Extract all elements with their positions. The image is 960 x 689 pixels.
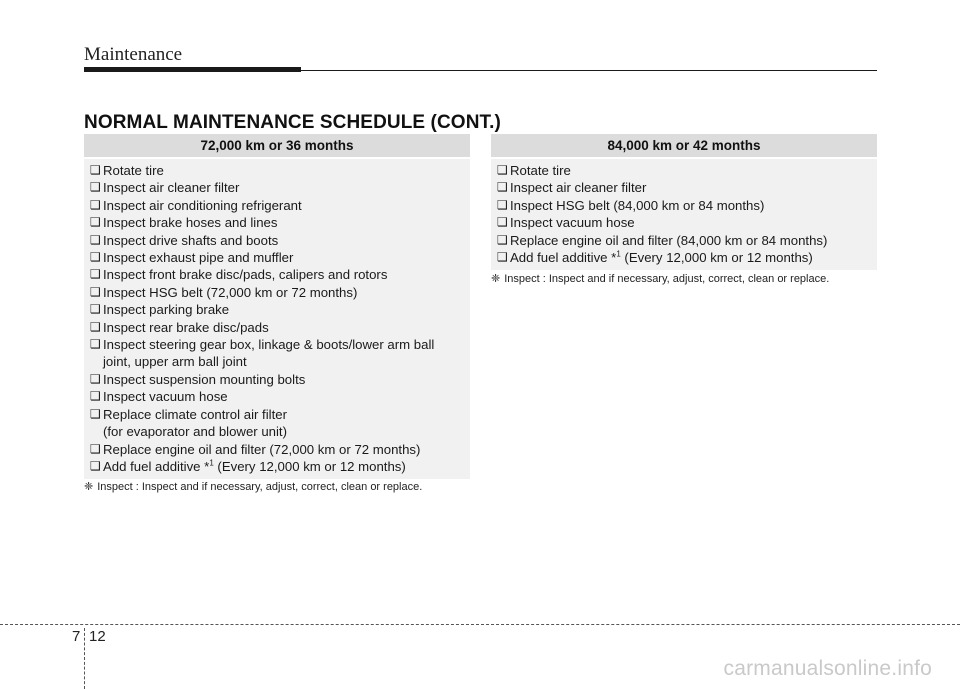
checklist-item: ❑ Rotate tire: [90, 163, 164, 178]
checkbox-icon: ❑: [497, 232, 508, 247]
checklist-item: ❑ Inspect brake hoses and lines: [90, 215, 278, 231]
checklist-item-fuel-additive: ❑ Add fuel additive *$^1$ (Every 12,000 km or 12 months): [497, 249, 813, 266]
footnote-symbol-icon: ❈: [491, 273, 501, 285]
checklist-item: ❑ Inspect vacuum hose: [90, 389, 228, 405]
checklist-item: ❑ Inspect air cleaner filter: [90, 180, 240, 196]
checkbox-icon: ❑: [497, 180, 508, 195]
checkbox-icon: ❑: [90, 458, 101, 473]
checklist: [84, 157, 470, 479]
checkbox-icon: ❑: [90, 337, 101, 352]
checkbox-icon: ❑: [90, 180, 101, 195]
checkbox-icon: ❑: [90, 215, 101, 230]
inspect-footnote: ❈ Inspect : Inspect and if necessary, adjust, correct, clean or replace.: [84, 481, 423, 493]
checkbox-icon: ❑: [90, 302, 101, 317]
watermark: carmanualsonline.info: [723, 657, 932, 680]
checkbox-icon: ❑: [90, 284, 101, 299]
checklist-item: ❑ Rotate tire: [497, 163, 571, 178]
checkbox-icon: ❑: [90, 163, 101, 177]
checkbox-icon: ❑: [90, 250, 101, 265]
checklist-item-fuel-additive: ❑ Add fuel additive *$^1$ (Every 12,000 km or 12 months): [90, 458, 406, 474]
checkbox-icon: ❑: [90, 389, 101, 404]
page-title: NORMAL MAINTENANCE SCHEDULE (CONT.): [84, 112, 501, 133]
checklist-item: ❑ Inspect HSG belt (84,000 km or 84 months): [497, 197, 765, 213]
checkbox-icon: ❑: [90, 232, 101, 247]
checkbox-icon: ❑: [497, 215, 508, 230]
schedule-box-72000: [84, 134, 470, 479]
checkbox-icon: ❑: [497, 250, 508, 265]
checklist-item: ❑ Inspect drive shafts and boots: [90, 232, 279, 248]
schedule-box-84000: [491, 134, 877, 270]
checklist-item: ❑ Inspect rear brake disc/pads: [90, 319, 269, 335]
checklist-item: ❑ Inspect front brake disc/pads, calipers and rotors: [90, 267, 388, 283]
header-rule-thick: [84, 67, 301, 72]
checklist-item: ❑ Inspect suspension mounting bolts: [90, 371, 306, 387]
checkbox-icon: ❑: [90, 197, 101, 212]
section-header: Maintenance: [84, 44, 183, 65]
page-number: 12: [89, 628, 106, 645]
interval-header: 84,000 km or 42 months: [491, 134, 877, 157]
interval-header: 72,000 km or 36 months: [84, 134, 470, 157]
footer-divider: [0, 624, 960, 625]
checklist-item: ❑ Inspect air conditioning refrigerant: [90, 197, 302, 213]
checkbox-icon: ❑: [90, 406, 101, 421]
checklist-item: ❑ Inspect parking brake: [90, 302, 230, 318]
checklist-item: ❑ Replace climate control air filter (for evaporator and blower unit): [90, 406, 287, 440]
checkbox-icon: ❑: [497, 197, 508, 212]
checklist-item: ❑ Inspect exhaust pipe and muffler: [90, 250, 294, 266]
checklist-item: ❑ Replace engine oil and filter (72,000 km or 72 months): [90, 441, 421, 457]
checkbox-icon: ❑: [90, 371, 101, 386]
checkbox-icon: ❑: [497, 163, 508, 177]
footnote-marker: 1: [616, 249, 621, 259]
checklist-item: ❑ Replace engine oil and filter (84,000 km or 84 months): [497, 232, 828, 248]
chapter-number: 7: [72, 628, 81, 645]
inspect-footnote: ❈ Inspect : Inspect and if necessary, adjust, correct, clean or replace.: [491, 273, 830, 285]
checkbox-icon: ❑: [90, 267, 101, 282]
checkbox-icon: ❑: [90, 441, 101, 456]
checkbox-icon: ❑: [90, 319, 101, 334]
footnote-symbol-icon: ❈: [84, 481, 94, 493]
checklist-item: ❑ Inspect vacuum hose: [497, 215, 635, 231]
header-rule-thin: [301, 70, 877, 71]
checklist: [491, 157, 877, 270]
checklist-item: ❑ Inspect air cleaner filter: [497, 180, 647, 196]
checklist-item: ❑ Inspect steering gear box, linkage & boots/lower arm ball joint, upper arm ball joint: [90, 337, 435, 370]
checklist-item: ❑ Inspect HSG belt (72,000 km or 72 months): [90, 284, 358, 300]
footer-vertical-divider: [84, 628, 85, 689]
footnote-marker: 1: [209, 458, 214, 468]
